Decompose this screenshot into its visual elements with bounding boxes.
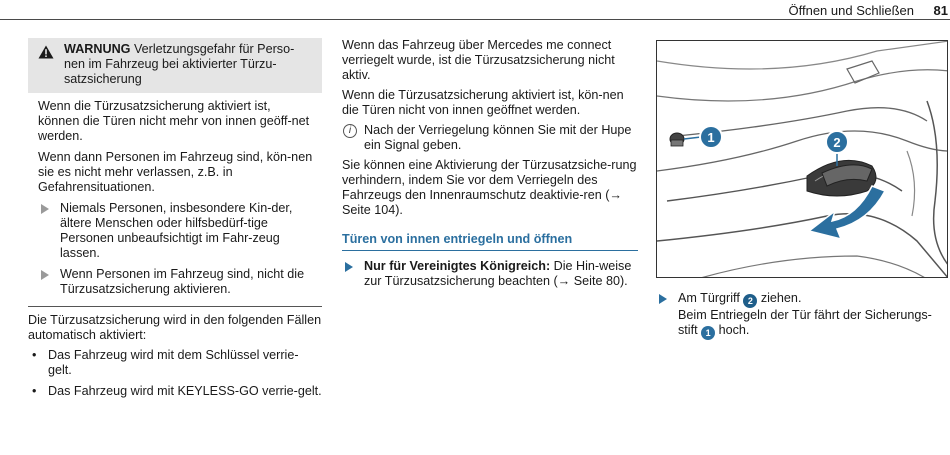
warning-bullet-text: Niemals Personen, insbesondere Kin-der, ältere Menschen oder hilfsbedürf-tige Personen unbeaufsichtigt im Fahr-zeug lassen. — [60, 201, 293, 260]
door-handle-illustration — [656, 40, 948, 278]
step-result-post: hoch. — [715, 323, 750, 337]
page-number: 81 — [933, 3, 948, 18]
right-column-steps — [656, 291, 948, 340]
step-text: Die Hin-weise zur Türzusatzsicherung beachten (→ Seite 80). — [364, 259, 632, 288]
paragraph-doors-locked: Wenn die Türzusatzsicherung aktiviert ist, kön-nen die Türen nicht von innen geöffnet werden. — [342, 88, 624, 117]
warning-bullet — [38, 267, 314, 297]
door-interior-drawing — [657, 41, 948, 278]
bullet-triangle-icon — [41, 204, 49, 214]
instruction-step — [656, 291, 948, 340]
info-note — [342, 123, 638, 153]
step-text-post: ziehen. — [757, 291, 802, 305]
callout-1-label: 1 — [707, 130, 715, 145]
warning-bullet-text: Wenn Personen im Fahrzeug sind, nicht die Türzusatzsicherung aktivieren. — [60, 267, 305, 296]
list-item: • Das Fahrzeug wird mit KEYLESS-GO verrie-gelt. — [28, 384, 322, 399]
bullet-triangle-icon — [41, 270, 49, 280]
warning-title: Verletzungsgefahr für Perso-nen im Fahrzeug bei aktivierter Türzu-satzsicherung — [64, 42, 295, 86]
list-item: • Das Fahrzeug wird mit dem Schlüssel verrie-gelt. — [28, 348, 322, 378]
activation-cases — [28, 307, 322, 399]
left-column — [28, 38, 322, 405]
running-header-title: Öffnen und Schließen — [788, 3, 914, 18]
info-icon: i — [343, 124, 357, 138]
info-note-text: Nach der Verriegelung können Sie mit der Hupe ein Signal geben. — [364, 123, 632, 152]
instruction-step — [342, 259, 638, 289]
middle-column — [342, 38, 638, 289]
warning-header — [28, 38, 322, 93]
warning-body — [28, 93, 322, 307]
step-result-pre: Beim Entriegeln der Tür fährt der Sicherungs-stift — [678, 308, 932, 337]
header-rule — [0, 19, 950, 20]
section-heading: Türen von innen entriegeln und öffnen — [342, 232, 638, 251]
step-triangle-icon — [345, 262, 353, 272]
callout-2-inline-icon: 2 — [743, 294, 757, 308]
warning-triangle-icon — [38, 45, 54, 59]
step-triangle-icon — [659, 294, 667, 304]
warning-paragraph: Wenn dann Personen im Fahrzeug sind, kön-nen sie es nicht mehr verlassen, z.B. in Gefahrensituationen. — [38, 150, 313, 194]
warning-label: WARNUNG — [64, 42, 131, 56]
callout-2-label: 2 — [833, 135, 841, 150]
step-text-pre: Am Türgriff — [678, 291, 744, 305]
warning-paragraph: Wenn die Türzusatzsicherung aktiviert ist, können die Türen nicht mehr von innen geöff-net werden. — [38, 99, 310, 143]
paragraph-prevent-activation: Sie können eine Aktivierung der Türzusatzsiche-rung verhindern, indem Sie vor dem Verriegeln des Fahrzeugs den Innenraumschutz deaktivie-ren (→ Seite 104). — [342, 158, 637, 217]
activation-intro: Die Türzusatzsicherung wird in den folgenden Fällen automatisch aktiviert: — [28, 313, 322, 342]
step-condition: Nur für Vereinigtes Königreich: — [364, 259, 551, 273]
warning-bullet — [38, 201, 314, 261]
paragraph-mercedes-me: Wenn das Fahrzeug über Mercedes me connect verriegelt wurde, ist die Türzusatzsicherung nicht aktiv. — [342, 38, 615, 82]
callout-1-inline-icon: 1 — [701, 326, 715, 340]
